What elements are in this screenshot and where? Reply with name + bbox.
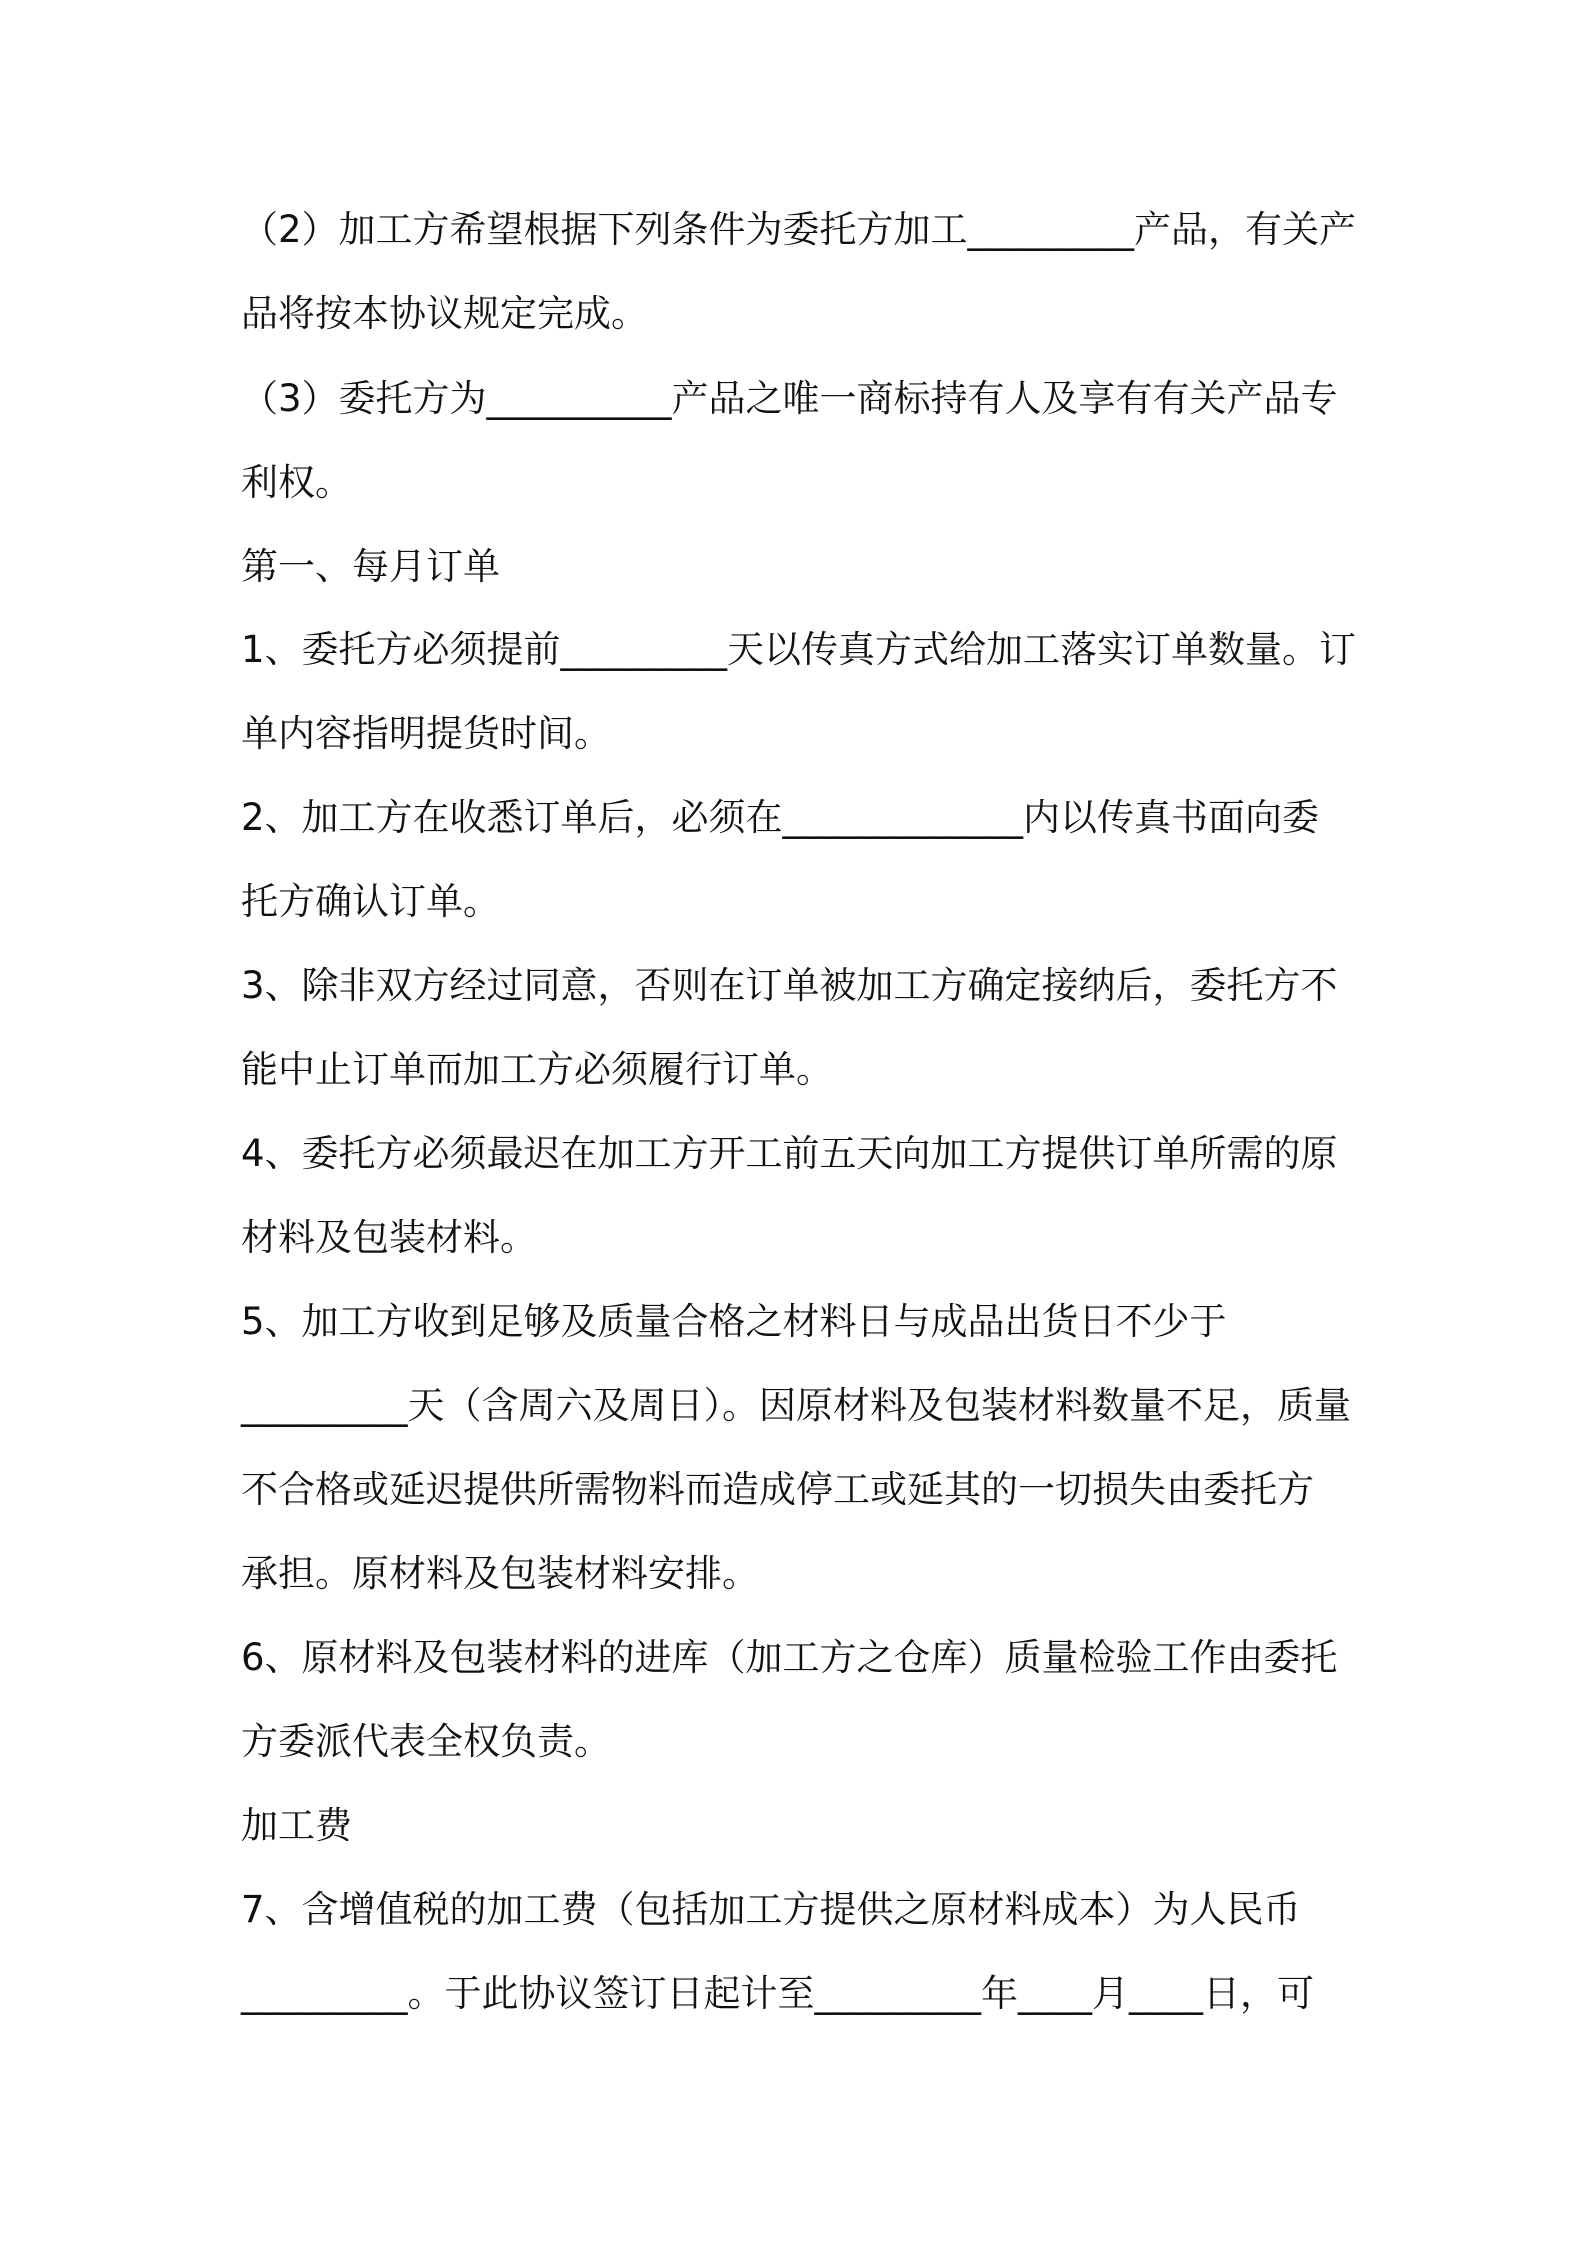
text-line: 7、含增值税的加工费（包括加工方提供之原材料成本）为人民币 — [241, 1888, 1301, 1931]
section-heading: 加工费 — [241, 1804, 352, 1847]
text-line: 利权。 — [241, 461, 352, 504]
text-line: 4、委托方必须最迟在加工方开工前五天向加工方提供订单所需的原 — [241, 1132, 1338, 1175]
text-line: 不合格或延迟提供所需物料而造成停工或延其的一切损失由委托方 — [241, 1468, 1314, 1511]
text-line: 6、原材料及包装材料的进库（加工方之仓库）质量检验工作由委托 — [241, 1636, 1338, 1679]
section-heading: 第一、每月订单 — [241, 545, 500, 588]
text-line: 材料及包装材料。 — [241, 1216, 537, 1259]
text-line: 2、加工方在收悉订单后，必须在_____________内以传真书面向委 — [241, 796, 1320, 839]
text-line: 托方确认订单。 — [241, 880, 500, 923]
text-line: 方委派代表全权负责。 — [241, 1720, 611, 1763]
text-line: _________天（含周六及周日）。因原材料及包装材料数量不足，质量 — [241, 1384, 1351, 1427]
text-line: 能中止订单而加工方必须履行订单。 — [241, 1048, 833, 1091]
text-line: 5、加工方收到足够及质量合格之材料日与成品出货日不少于 — [241, 1300, 1227, 1343]
text-line: 3、除非双方经过同意，否则在订单被加工方确定接纳后，委托方不 — [241, 964, 1338, 1007]
text-line: _________。于此协议签订日起计至_________年____月____日，可 — [241, 1972, 1314, 2015]
text-line: （2）加工方希望根据下列条件为委托方加工_________产品，有关产 — [241, 208, 1357, 251]
text-line: 品将按本协议规定完成。 — [241, 292, 648, 335]
text-line: （3）委托方为__________产品之唯一商标持有人及享有有关产品专 — [241, 377, 1338, 420]
text-line: 单内容指明提货时间。 — [241, 712, 611, 755]
text-line: 1、委托方必须提前_________天以传真方式给加工落实订单数量。订 — [241, 628, 1357, 671]
text-line: 承担。原材料及包装材料安排。 — [241, 1552, 759, 1595]
